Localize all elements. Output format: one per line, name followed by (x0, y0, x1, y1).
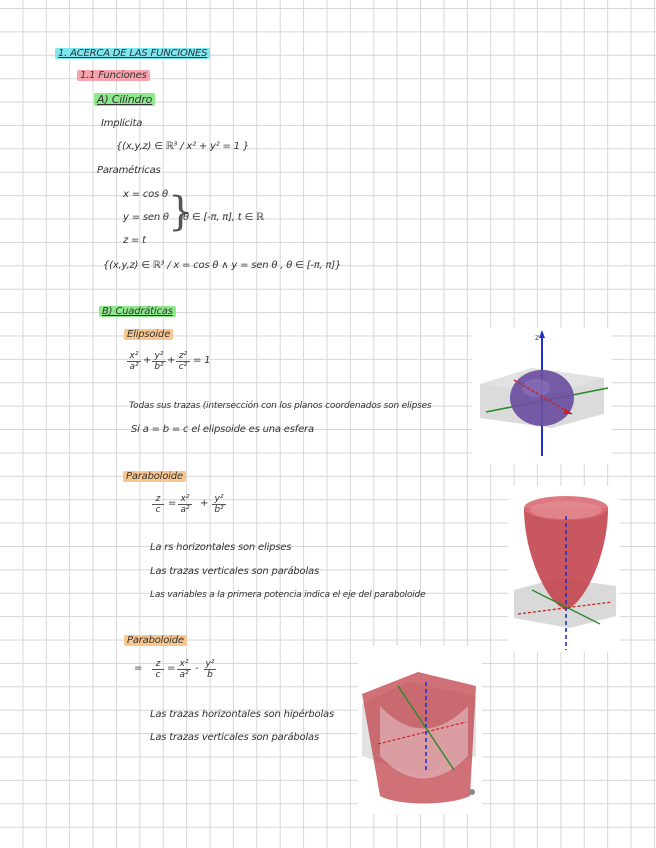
hyperbolic-paraboloid-dot (469, 789, 475, 795)
paraboloid-figure (508, 486, 620, 652)
elipsoide-frac-2: $\frac{\text{y²}}{\text{b²}}$ (152, 351, 166, 372)
paraboloide-op-1: = (168, 498, 177, 509)
section-subtitle: 1.1 Funciones (77, 70, 150, 81)
elipsoide-frac-3: $\frac{\text{z²}}{\text{c²}}$ (176, 351, 190, 372)
ellipsoid-z-label: z (535, 333, 540, 342)
ellipsoid-figure (472, 328, 612, 464)
elipsoide-note-2: Si a = b = c el elipsoide es una esfera (131, 424, 314, 435)
curly-brace: } (168, 189, 194, 235)
paraboloide-frac-1: $\frac{z}{c}$ (152, 494, 164, 515)
hyperbolic-paraboloid-figure (358, 646, 482, 814)
param-x: x = cos θ (123, 189, 168, 200)
paraboloide-hiperbolico-heading: Paraboloide (124, 635, 187, 646)
paraboloide-note-3: Las variables a la primera potencia indica el eje del paraboloide (150, 590, 426, 600)
implicita-equation: {(x,y,z) ∈ ℝ³ / x² + y² = 1 } (116, 141, 249, 152)
paraboloide-note-1: La rs horizontales son elipses (150, 542, 292, 553)
elipsoide-rhs: = 1 (193, 355, 211, 366)
paraboloide-hiperbolico-frac-3: $\frac{\text{y²}}{b}$ (205, 659, 215, 680)
paraboloide-hiperbolico-prefix: = (134, 663, 143, 674)
ellipsoid-highlight (522, 379, 550, 397)
paraboloide-hiperbolico-note-1: Las trazas horizontales son hipérbolas (150, 709, 334, 720)
param-z: z = t (123, 235, 146, 246)
elipsoide-frac-1: $\frac{\text{x²}}{\text{a²}}$ (127, 351, 141, 372)
cuadraticas-heading: B) Cuadráticas (99, 306, 176, 317)
section-title: 1. ACERCA DE LAS FUNCIONES (55, 48, 210, 59)
implicita-label: Implícita (101, 118, 143, 129)
parametricas-label: Paramétricas (97, 165, 161, 176)
paraboloide-frac-3: $\frac{\text{y²}}{\text{b²}}$ (212, 494, 226, 515)
param-y: y = sen θ (123, 212, 169, 223)
paraboloide-hiperbolico-frac-2: $\frac{\text{x²}}{\text{a²}}$ (177, 659, 191, 680)
ellipsoid-body (510, 370, 574, 426)
paraboloide-frac-2: $\frac{\text{x²}}{\text{a²}}$ (178, 494, 192, 515)
cilindro-heading: A) Cilindro (94, 93, 155, 106)
paraboloide-hiperbolico-note-2: Las trazas verticales son parábolas (150, 732, 319, 743)
elipsoide-note-1: Todas sus trazas (intersección con los planos coordenados son elipses (129, 401, 432, 411)
param-domain: θ ∈ [-π, π], t ∈ ℝ (183, 212, 264, 223)
paraboloide-op-2: + (200, 498, 209, 509)
paraboloide-note-2: Las trazas verticales son parábolas (150, 566, 319, 577)
paraboloide-heading: Paraboloide (123, 471, 186, 482)
elipsoide-heading: Elipsoide (124, 329, 173, 340)
elipsoide-op-1: + (143, 355, 152, 366)
elipsoide-op-2: + (167, 355, 176, 366)
paraboloide-hiperbolico-frac-1: $\frac{z}{c}$ (152, 659, 164, 680)
cilindro-set-equation: {(x,y,z) ∈ ℝ³ / x = cos θ ∧ y = sen θ , θ ∈ [-π, π]} (103, 260, 342, 271)
paraboloide-hiperbolico-op-2: - (195, 663, 199, 674)
paraboloide-hiperbolico-op-1: = (167, 663, 176, 674)
